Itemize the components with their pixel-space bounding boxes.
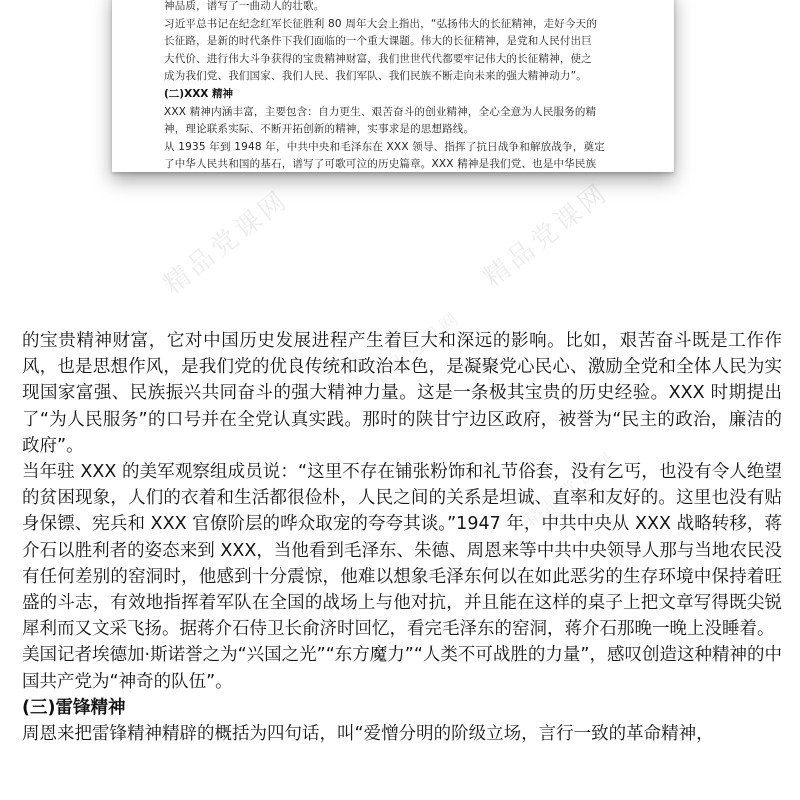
body-paragraph-4: 周恩来把雷锋精神精辟的概括为四句话，叫“爱憎分明的阶级立场，言行一致的革命精神， [22,724,714,745]
preview-line: XXX 精神内涵丰富，主要包含：自力更生、艰苦奋斗的创业精神，全心全意为人民服务的精 [164,105,597,118]
preview-line: 了中华人民共和国的基石，谱写了可歌可泣的历史篇章。XXX 精神是我们党、也是中华民族 [164,158,597,171]
watermark-2: 精品党课网 [478,177,615,294]
preview-line: 成为我们党、我们国家、我们人民、我们军队、我们民族不断走向未来的强大精神动力”。 [164,70,587,83]
body-paragraph-2: 当年驻 XXX 的美军观察组成员说：“这里不存在铺张粉饰和礼节俗套，没有乞丐，也没有令人绝望的贫困现象，人们的衣着和生活都很俭朴，人民之间的关系是坦诚、直率和友好的。这里也没有贴身保镖、宪兵和 XXX 官僚阶层的哗众取宠的夸夸其谈。”1947 年，中共中央从 XXX 战略转移，蒋介石以胜利者的姿态来到 XXX，当他看到毛泽东、朱德、周恩来等中共中央领导人那与当地农民没有任何差别的窑洞时，他感到十分震惊，他难以想象毛泽东何以在如此恶劣的生存环境中保持着旺盛的斗志，有效地指挥着军队在全国的战场上与他对抗，并且能在这样的桌子上把文章写得既尖锐犀利而又文采飞扬。据蒋介石侍卫长俞济时回忆，看完毛泽东的窑洞，蒋介石那晚一晚上没睡着。 [22,462,782,640]
document-body [22,328,782,747]
preview-line: 长征路，是新的时代条件下我们面临的一个重大课题。伟大的长征精神，是党和人民付出巨 [164,35,592,48]
preview-line: 习近平总书记在纪念红军长征胜利 80 周年大会上指出，“弘扬伟大的长征精神，走好今天的 [164,17,598,30]
body-paragraph-3: 美国记者埃德加·斯诺誉之为“兴国之光”“东方魔力”“人类不可战胜的力量”，感叹创造这种精神的中国共产党为“神奇的队伍”。 [22,645,782,692]
section-heading: (三)雷锋精神 [22,697,126,718]
watermark-4: 精品党课网 [521,447,621,532]
preview-line: 从 1935 年到 1948 年，中共中央和毛泽东在 XXX 领导、指挥了抗日战争和解放战争，奠定 [164,140,605,153]
body-paragraph-1: 的宝贵精神财富，它对中国历史发展进程产生着巨大和深远的影响。比如，艰苦奋斗既是工作作风，也是思想作风，是我们党的优良传统和政治本色，是凝聚党心民心、激励全党和全体人民为实现国家富强、民族振兴共同奋斗的强大精神力量。这是一条极其宝贵的历史经验。XXX 时期提出了“为人民服务”的口号并在全党认真实践。那时的陕甘宁边区政府，被誉为“民主的政治，廉洁的政府”。 [22,331,782,456]
preview-line: 神，理论联系实际、不断开拓创新的精神，实事求是的思想路线。 [164,123,475,136]
watermark-3: 精品党课网 [366,307,466,392]
preview-content [164,0,624,172]
watermark-1: 精品党课网 [158,184,295,301]
preview-line: 神品质，谱写了一曲动人的壮歌。 [164,0,325,12]
preview-heading: (二)XXX 精神 [164,87,234,100]
preview-line: 大代价、进行伟大斗争获得的宝贵精神财富，我们世世代代都要牢记伟大的长征精神，使之 [164,52,592,65]
document-preview-card [112,0,674,172]
